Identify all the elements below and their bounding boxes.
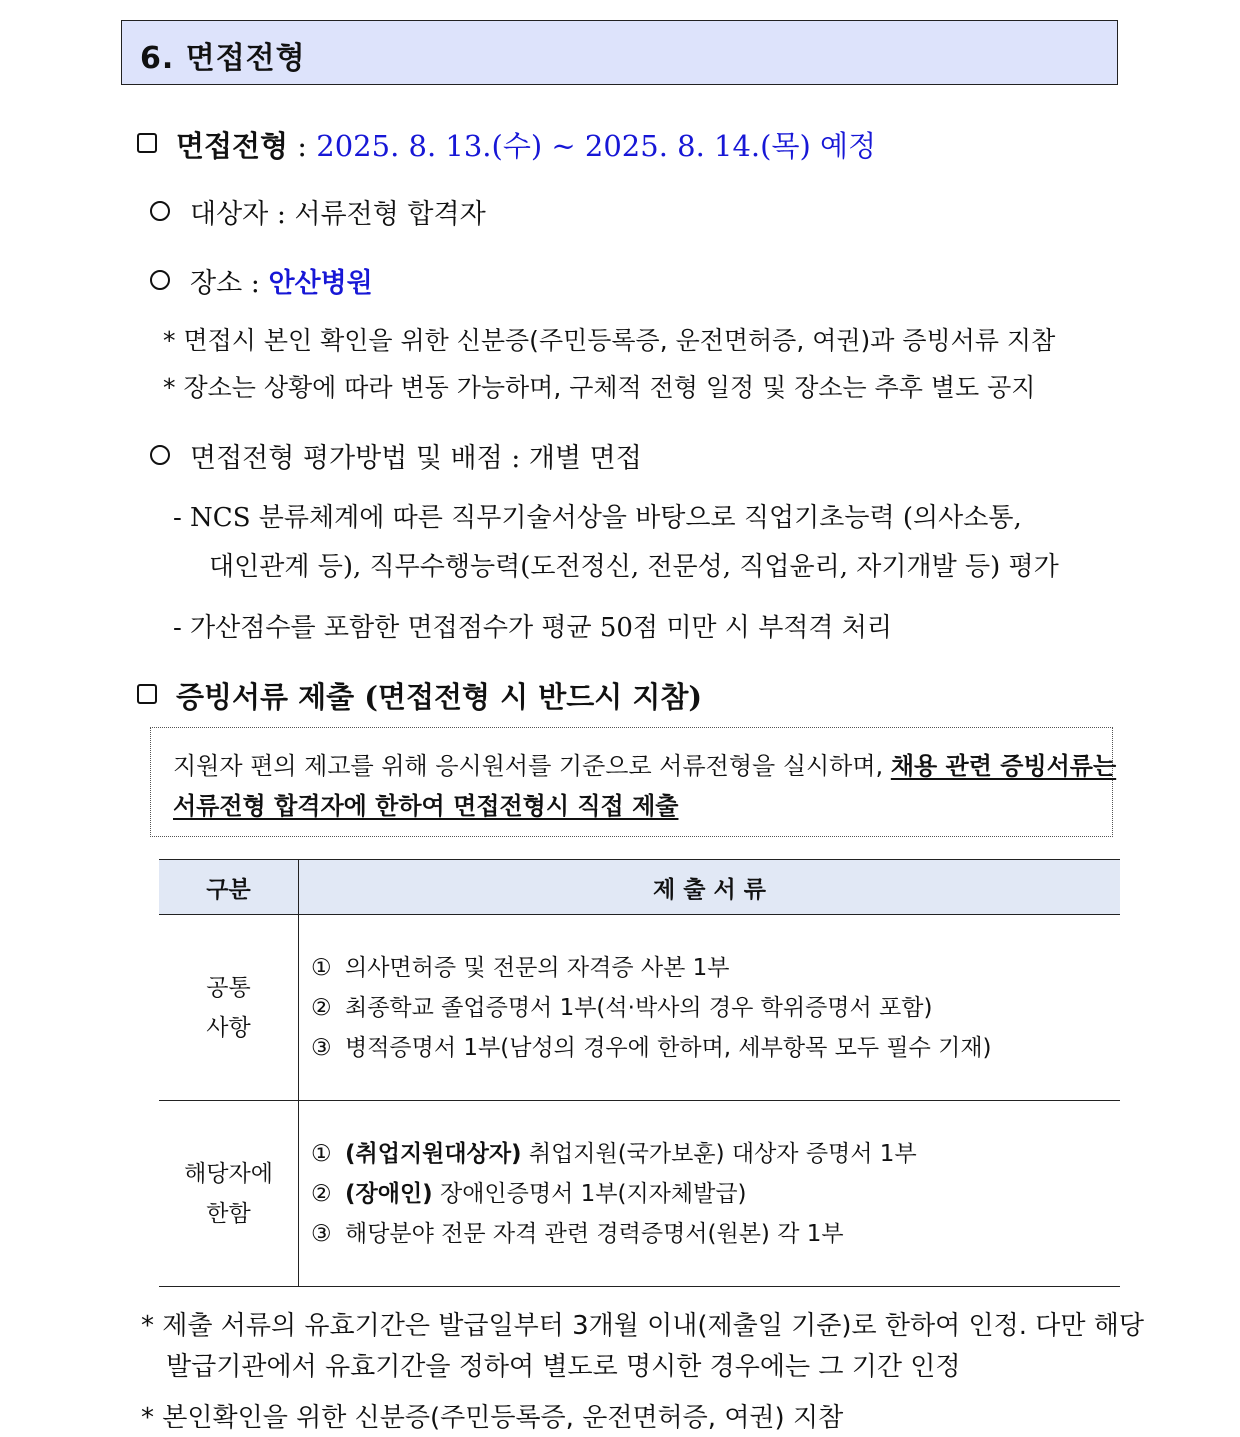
section-title: 6. 면접전형 bbox=[140, 41, 306, 76]
place-sep: : bbox=[242, 268, 269, 299]
item-text: 해당분야 전문 자격 관련 경력증명서(원본) 각 1부 bbox=[345, 1220, 844, 1247]
place-note: * 면접시 본인 확인을 위한 신분증(주민등록증, 운전면허증, 여권)과 증빙서류 지참 bbox=[163, 326, 1056, 355]
item-number: ③ bbox=[311, 1034, 332, 1061]
section-header bbox=[121, 20, 1118, 85]
item-number: ② bbox=[311, 1180, 332, 1207]
evaluation-item-1-cont: 대인관계 등), 직무수행능력(도전정신, 전문성, 직업윤리, 자기개발 등) 평가 bbox=[209, 552, 1059, 582]
category-cell bbox=[159, 1101, 299, 1287]
category-cell bbox=[159, 915, 299, 1101]
item-text: 장애인증명서 1부(지자체발급) bbox=[432, 1180, 747, 1207]
item-text: 최종학교 졸업증명서 1부(석·박사의 경우 학위증명서 포함) bbox=[345, 994, 933, 1021]
circle-bullet-icon bbox=[150, 445, 170, 465]
circle-bullet-icon bbox=[150, 270, 170, 290]
item-number: ① bbox=[311, 1140, 332, 1167]
notice-emphasis: 서류전형 합격자에 한하여 면접전형시 직접 제출 bbox=[173, 792, 679, 820]
document-item bbox=[311, 1134, 1119, 1174]
footnote-1: * 제출 서류의 유효기간은 발급일부터 3개월 이내(제출일 기준)로 한하여 인정. 다만 해당 bbox=[141, 1311, 1144, 1341]
evaluation-item-2: - 가산점수를 포함한 면접점수가 평균 50점 미만 시 부적격 처리 bbox=[173, 613, 893, 643]
document-item bbox=[311, 1174, 1119, 1214]
target-label: 대상자 bbox=[190, 199, 269, 230]
target-line bbox=[190, 192, 486, 231]
evaluation-label: 면접전형 평가방법 및 배점 bbox=[190, 443, 503, 474]
item-bold: (장애인) bbox=[345, 1180, 433, 1207]
item-number: ③ bbox=[311, 1220, 332, 1247]
notice-line-1 bbox=[173, 746, 1116, 781]
notice-box bbox=[150, 727, 1117, 837]
interview-schedule: 2025. 8. 13.(수) ~ 2025. 8. 14.(목) 예정 bbox=[316, 129, 877, 163]
docs-section-title: 증빙서류 제출 (면접전형 시 반드시 지참) bbox=[176, 680, 703, 714]
document-item bbox=[311, 1214, 1119, 1254]
evaluation-line bbox=[190, 436, 642, 475]
notice-plain: 지원자 편의 제고를 위해 응시원서를 기준으로 서류전형을 실시하며, bbox=[173, 752, 891, 780]
notice-line-2 bbox=[173, 786, 678, 821]
square-bullet-icon bbox=[137, 684, 157, 704]
table-header-row bbox=[159, 860, 1120, 915]
table-row bbox=[159, 915, 1120, 1101]
evaluation-item-1: - NCS 분류체계에 따른 직무기술서상을 바탕으로 직업기초능력 (의사소통, bbox=[173, 503, 1022, 533]
table-row bbox=[159, 1101, 1120, 1287]
documents-cell bbox=[299, 1101, 1121, 1287]
item-text: 취업지원(국가보훈) 대상자 증명서 1부 bbox=[521, 1140, 917, 1167]
footnote-1-cont: 발급기관에서 유효기간을 정하여 별도로 명시한 경우에는 그 기간 인정 bbox=[166, 1352, 961, 1382]
interview-schedule-line bbox=[176, 124, 876, 165]
item-number: ② bbox=[311, 994, 332, 1021]
place-label: 장소 bbox=[190, 268, 243, 299]
place-value: 안산병원 bbox=[268, 268, 373, 299]
documents-table bbox=[159, 859, 1120, 1287]
item-text: 의사면허증 및 전문의 자격증 사본 1부 bbox=[345, 954, 730, 981]
interview-label: 면접전형 bbox=[176, 129, 289, 163]
notice-emphasis: 채용 관련 증빙서류는 bbox=[890, 752, 1117, 780]
item-text: 병적증명서 1부(남성의 경우에 한하며, 세부항목 모두 필수 기재) bbox=[345, 1034, 992, 1061]
place-line bbox=[190, 261, 373, 300]
target-value: 서류전형 합격자 bbox=[294, 199, 486, 230]
place-note: * 장소는 상황에 따라 변동 가능하며, 구체적 전형 일정 및 장소는 추후 별도 공지 bbox=[163, 373, 1036, 402]
interview-sep: : bbox=[288, 129, 317, 163]
evaluation-value: 개별 면접 bbox=[528, 443, 642, 474]
document-item bbox=[311, 948, 1119, 988]
category-text: 해당자에 bbox=[184, 1160, 273, 1187]
square-bullet-icon bbox=[137, 133, 157, 153]
category-text: 한함 bbox=[206, 1200, 251, 1227]
category-text: 공통 bbox=[206, 974, 251, 1001]
table-header: 구분 bbox=[159, 860, 299, 915]
evaluation-sep: : bbox=[502, 443, 529, 474]
documents-cell bbox=[299, 915, 1121, 1101]
category-text: 사항 bbox=[206, 1014, 251, 1041]
table-header: 제 출 서 류 bbox=[299, 860, 1121, 915]
item-number: ① bbox=[311, 954, 332, 981]
footnote-2: * 본인확인을 위한 신분증(주민등록증, 운전면허증, 여권) 지참 bbox=[141, 1403, 844, 1433]
circle-bullet-icon bbox=[150, 201, 170, 221]
document-item bbox=[311, 988, 1119, 1028]
document-item bbox=[311, 1028, 1119, 1068]
target-sep: : bbox=[268, 199, 295, 230]
item-bold: (취업지원대상자) bbox=[345, 1140, 522, 1167]
